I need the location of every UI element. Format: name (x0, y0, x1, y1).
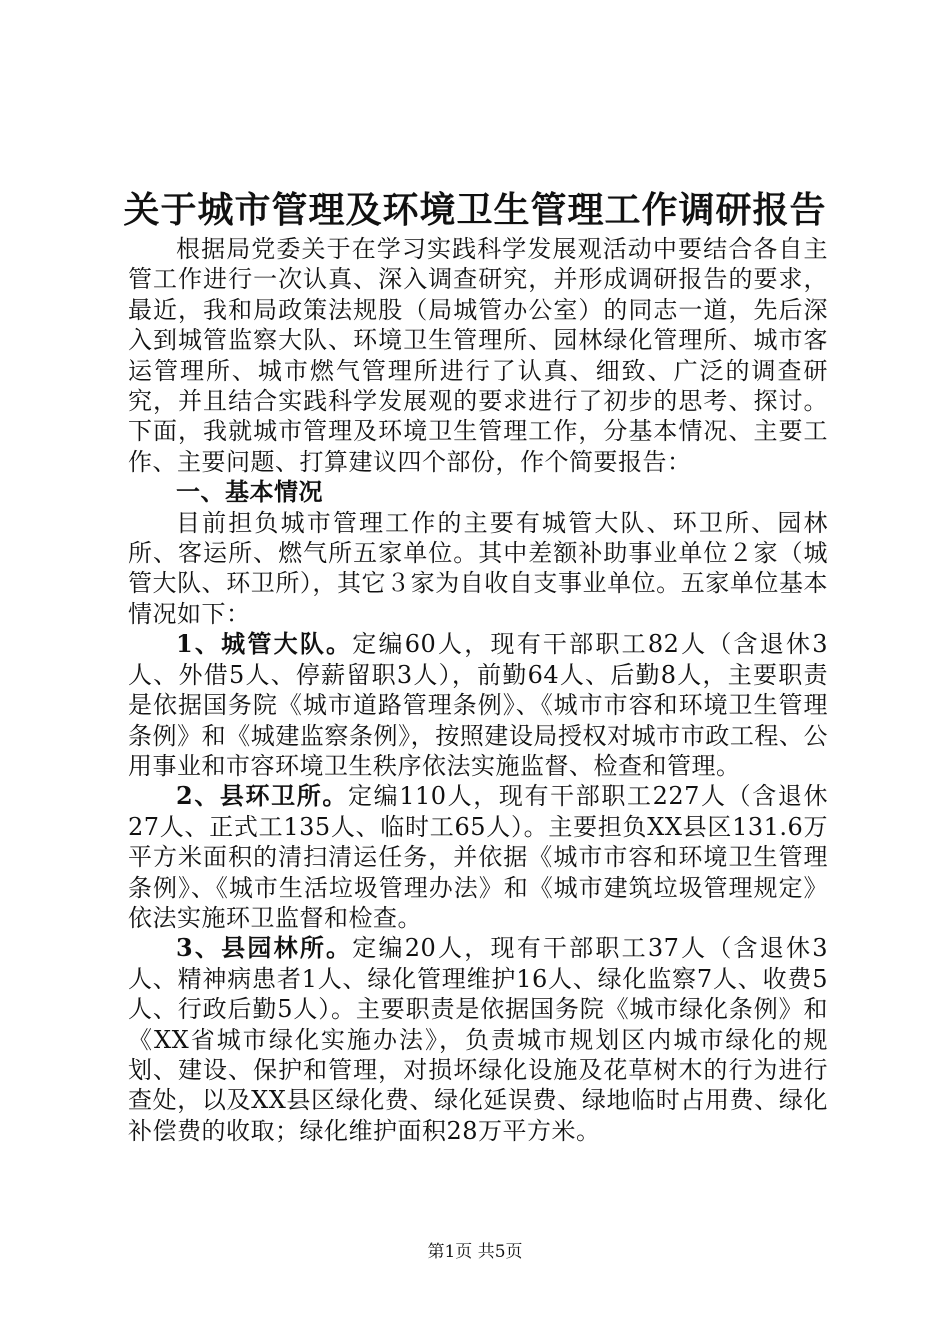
item-paragraph-1 (128, 629, 828, 781)
item-paragraph-2 (128, 781, 828, 933)
item-text-3: 定编20人，现有干部职工37人（含退休3人、精神病患者1人、绿化管理维护16人、绿化监察7人、收费5人、行政后勤5人）。主要职责是依据国务院《城市绿化条例》和《XX省城市绿化实施办法》，负责城市规划区内城市绿化的规划、建设、保护和管理，对损坏绿化设施及花草树木的行为进行查处，以及XX县区绿化费、绿化延误费、绿地临时占用费、绿化补偿费的收取；绿化维护面积28万平方米。 (128, 934, 828, 1145)
intro-paragraph: 根据局党委关于在学习实践科学发展观活动中要结合各自主管工作进行一次认真、深入调查研究，并形成调研报告的要求，最近，我和局政策法规股（局城管办公室）的同志一道，先后深入到城管监察大队、环境卫生管理所、园林绿化管理所、城市客运管理所、城市燃气管理所进行了认真、细致、广泛的调查研究，并且结合实践科学发展观的要求进行了初步的思考、探讨。下面，我就城市管理及环境卫生管理工作，分基本情况、主要工作、主要问题、打算建议四个部份，作个简要报告： (128, 235, 828, 476)
item-text-2: 定编110人，现有干部职工227人（含退休27人、正式工135人、临时工65人）。主要担负XX县区131.6万平方米面积的清扫清运任务，并依据《城市市容和环境卫生管理条例》、《城市生活垃圾管理办法》和《城市建筑垃圾管理规定》依法实施环卫监督和检查。 (128, 782, 828, 932)
section-heading-basic-situation (128, 477, 828, 507)
section1-paragraph: 目前担负城市管理工作的主要有城管大队、环卫所、园林所、客运所、燃气所五家单位。其中差额补助事业单位２家（城管大队、环卫所），其它３家为自收自支事业单位。五家单位基本情况如下： (128, 508, 828, 628)
item-paragraph-3 (128, 933, 828, 1146)
item-text-1: 定编60人，现有干部职工82人（含退休3人、外借5人、停薪留职3人），前勤64人、后勤8人，主要职责是依据国务院《城市道路管理条例》、《城市市容和环境卫生管理条例》和《城建监察条例》，按照建设局授权对城市市政工程、公用事业和市容环境卫生秩序依法实施监督、检查和管理。 (128, 630, 828, 780)
document-title: 关于城市管理及环境卫生管理工作调研报告 (123, 189, 827, 231)
item-label-2: 2、县环卫所。 (176, 781, 349, 811)
page-footer: 第1页 共5页 (427, 1242, 523, 1262)
item-label-3: 3、县园林所。 (176, 933, 353, 963)
item-label-1: 1、城管大队。 (176, 629, 353, 659)
section-heading-text: 一、基本情况 (176, 477, 323, 507)
document-body (128, 234, 828, 1146)
